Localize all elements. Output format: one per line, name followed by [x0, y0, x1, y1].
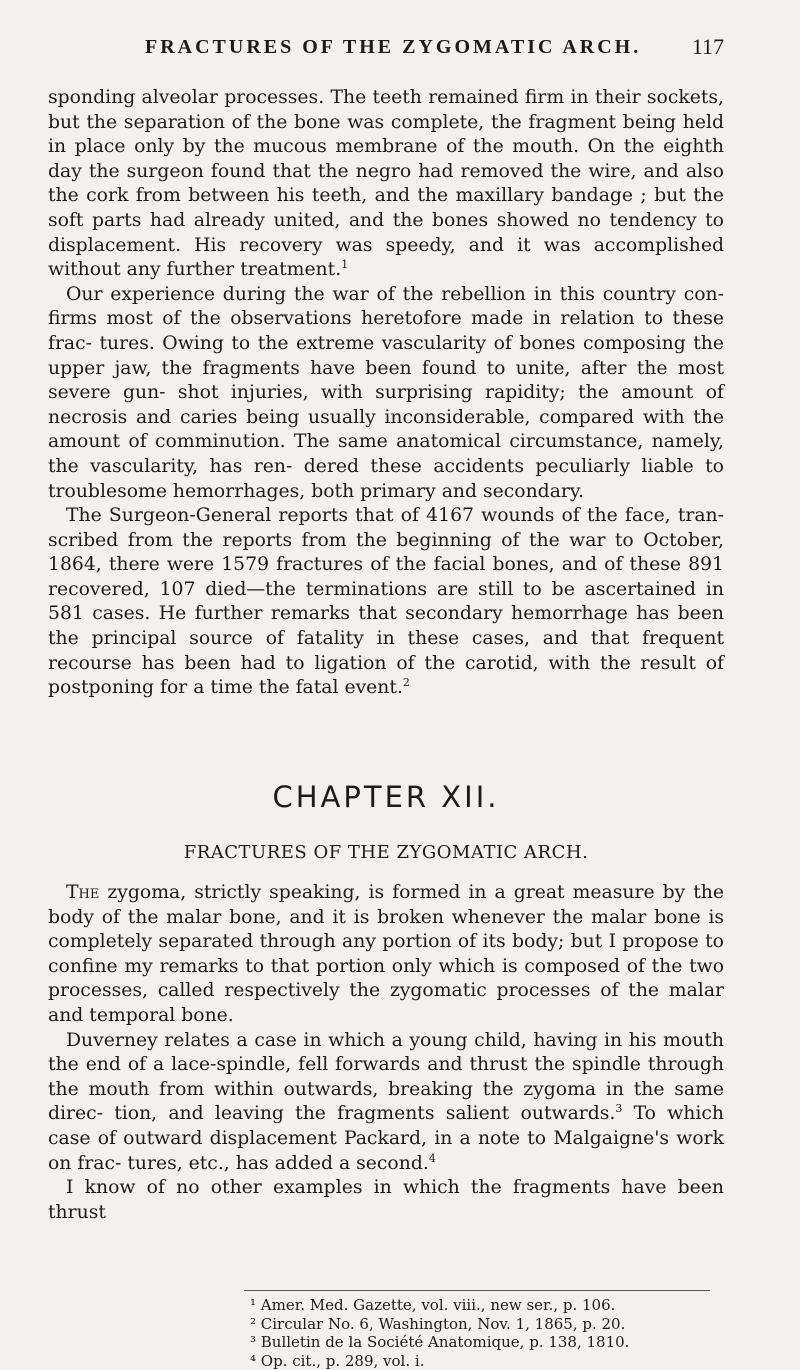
- running-title: FRACTURES OF THE ZYGOMATIC ARCH.: [145, 36, 641, 59]
- paragraph-text: To which case of outward displacement Packard, in a note to Malgaigne's work on frac- tures, etc., has added a second.: [48, 1103, 724, 1173]
- footnote-marker: 3: [615, 1102, 622, 1115]
- paragraph-text: The Surgeon-General reports that of 4167 wounds of the face, tran- scribed from the reports from the beginning of the war to October, 1864, there were 1579 fractures of the facial bones, and of these 891 recovered, 107 died—the terminations are still to be ascertained in 581 cases. He further remarks that secondary hemorrhage has been the principal source of fatality in these cases, and that frequent recourse has been had to ligation of the carotid, with the result of postponing for a time the fatal event.: [48, 505, 724, 698]
- paragraph: [48, 1176, 724, 1225]
- paragraph-text: I know of no other examples in which the fragments have been thrust: [48, 1177, 724, 1223]
- book-page: [48, 34, 724, 1225]
- paragraph-lead: The: [66, 882, 99, 903]
- main-text: [48, 86, 724, 1225]
- footnote: ³ Bulletin de la Société Anatomique, p. 138, 1810.: [250, 1333, 710, 1352]
- footnote: ⁴ Op. cit., p. 289, vol. i.: [250, 1352, 710, 1370]
- paragraph: [48, 1029, 724, 1177]
- footnote: ² Circular No. 6, Washington, Nov. 1, 1865, p. 20.: [250, 1315, 710, 1334]
- footnote-divider: [244, 1290, 710, 1291]
- running-header: [48, 34, 724, 70]
- footnote-marker: 4: [429, 1152, 436, 1165]
- chapter-title: CHAPTER XII.: [48, 785, 724, 810]
- paragraph-text: Our experience during the war of the rebellion in this country con- firms most of the observations heretofore made in relation to these frac- tures. Owing to the extreme vascularity of bones composing the upper jaw, the fragments have been found to unite, after the most severe gun- shot injuries, with surprising rapidity; the amount of necrosis and caries being usually inconsiderable, compared with the amount of comminution. The same anatomical circumstance, namely, the vascularity, has ren- dered these accidents peculiarly liable to troublesome hemorrhages, both primary and secondary.: [48, 284, 724, 502]
- paragraph-text: sponding alveolar processes. The teeth remained firm in their sockets, but the separation of the bone was complete, the fragment being held in place only by the mucous membrane of the mouth. On the eighth day the surgeon found that the negro had removed the wire, and also the cork from between his teeth, and the maxillary bandage ; but the soft parts had already united, and the bones showed no tendency to displacement. His recovery was speedy, and it was accomplished without any further treatment.: [48, 87, 724, 280]
- paragraph-text: Duverney relates a case in which a young child, having in his mouth the end of a lace-spindle, fell forwards and thrust the spindle through the mouth from within outwards, breaking the zygoma in the same direc- tion, and leaving the fragments salient outwards.: [48, 1030, 724, 1125]
- paragraph: [48, 881, 724, 1029]
- chapter-subtitle: FRACTURES OF THE ZYGOMATIC ARCH.: [48, 841, 724, 866]
- footnote-marker: 1: [341, 258, 348, 271]
- footnotes: [250, 1296, 710, 1370]
- footnote-marker: 2: [403, 676, 410, 689]
- footnote: ¹ Amer. Med. Gazette, vol. viii., new ser., p. 106.: [250, 1296, 710, 1315]
- paragraph: [48, 86, 724, 283]
- page-number: 117: [692, 34, 724, 60]
- paragraph-text: zygoma, strictly speaking, is formed in a great measure by the body of the malar bone, and it is broken whenever the malar bone is completely separated through any portion of its body; but I propose to confine my remarks to that portion only which is composed of the two processes, called respectively the zygomatic processes of the malar and temporal bone.: [48, 882, 724, 1026]
- paragraph: [48, 504, 724, 701]
- paragraph: [48, 283, 724, 504]
